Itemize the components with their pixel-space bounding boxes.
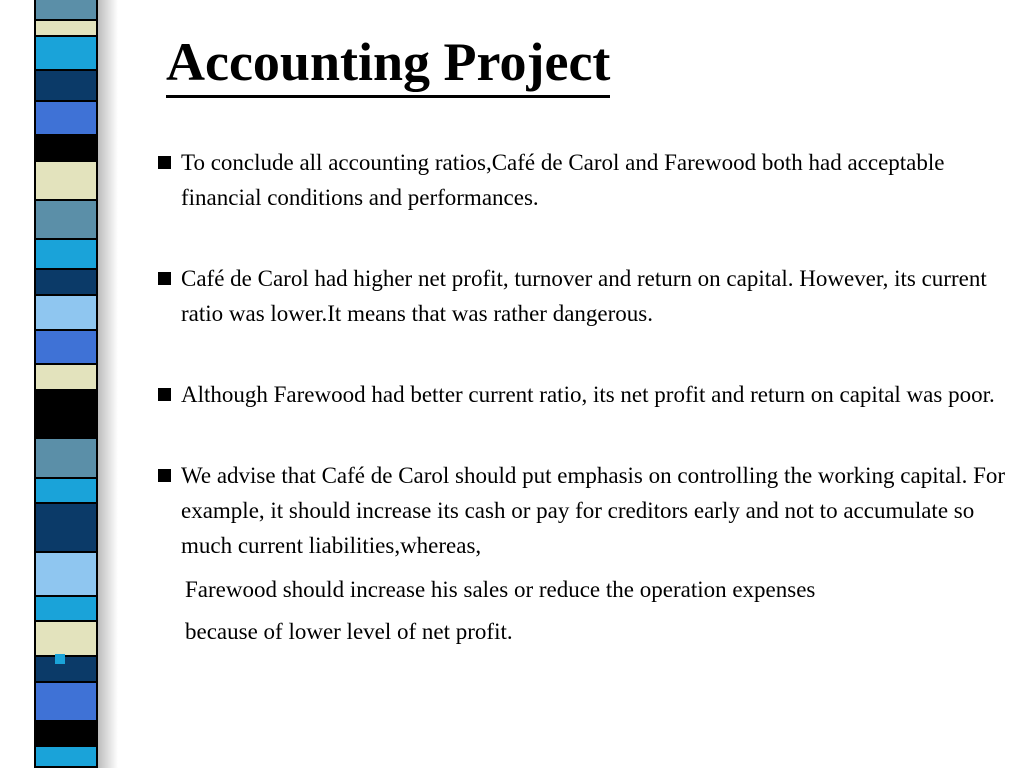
continuation-line: Farewood should increase his sales or reduce the operation expenses: [185, 577, 816, 602]
stripe-shadow: [98, 0, 118, 768]
decorative-stripe: [36, 21, 96, 37]
bullet-text: We advise that Café de Carol should put emphasis on controlling the working capital. For example, it should increase its cash or pay for creditors early and not to accumulate so much current liabilities,whereas,: [181, 463, 1006, 558]
accent-square-icon: [55, 654, 65, 664]
square-bullet-icon: [158, 469, 171, 482]
bullet-continuation: [185, 569, 1018, 653]
decorative-stripe: [36, 439, 96, 478]
bullet-item: [158, 145, 1018, 215]
bullet-text: Although Farewood had better current ratio, its net profit and return on capital was poor.: [181, 382, 995, 407]
square-bullet-icon: [158, 388, 171, 401]
decorative-stripe: [36, 747, 96, 768]
bullet-text: Café de Carol had higher net profit, turnover and return on capital. However, its current ratio was lower.It means that was rather dangerous.: [181, 266, 987, 326]
decorative-stripe: [36, 683, 96, 722]
bullet-item: [158, 377, 1018, 412]
decorative-stripe: [36, 270, 96, 295]
decorative-stripe: [36, 331, 96, 366]
decorative-stripe: [36, 479, 96, 504]
decorative-stripe: [36, 162, 96, 201]
decorative-stripe: [36, 296, 96, 331]
decorative-stripe: [36, 102, 96, 137]
decorative-stripe: [36, 622, 96, 657]
bullet-list: [158, 145, 1018, 653]
decorative-stripe: [36, 597, 96, 622]
decorative-stripe: [36, 391, 96, 440]
decorative-stripe: [36, 722, 96, 747]
decorative-stripe: [36, 657, 96, 682]
decorative-stripe: [36, 136, 96, 161]
slide-title: Accounting Project: [166, 30, 610, 98]
decorative-stripe: [36, 240, 96, 270]
decorative-stripe: [36, 71, 96, 101]
decorative-stripe: [36, 553, 96, 597]
square-bullet-icon: [158, 272, 171, 285]
square-bullet-icon: [158, 156, 171, 169]
bullet-item: [158, 261, 1018, 331]
decorative-stripe-bar: [34, 0, 98, 768]
decorative-stripe: [36, 504, 96, 553]
continuation-line: because of lower level of net profit.: [185, 619, 513, 644]
decorative-stripe: [36, 37, 96, 72]
bullet-text: To conclude all accounting ratios,Café de Carol and Farewood both had acceptable financial conditions and performances.: [181, 150, 945, 210]
decorative-stripe: [36, 201, 96, 240]
decorative-stripe: [36, 365, 96, 390]
decorative-stripe: [36, 0, 96, 21]
bullet-item: [158, 458, 1018, 563]
